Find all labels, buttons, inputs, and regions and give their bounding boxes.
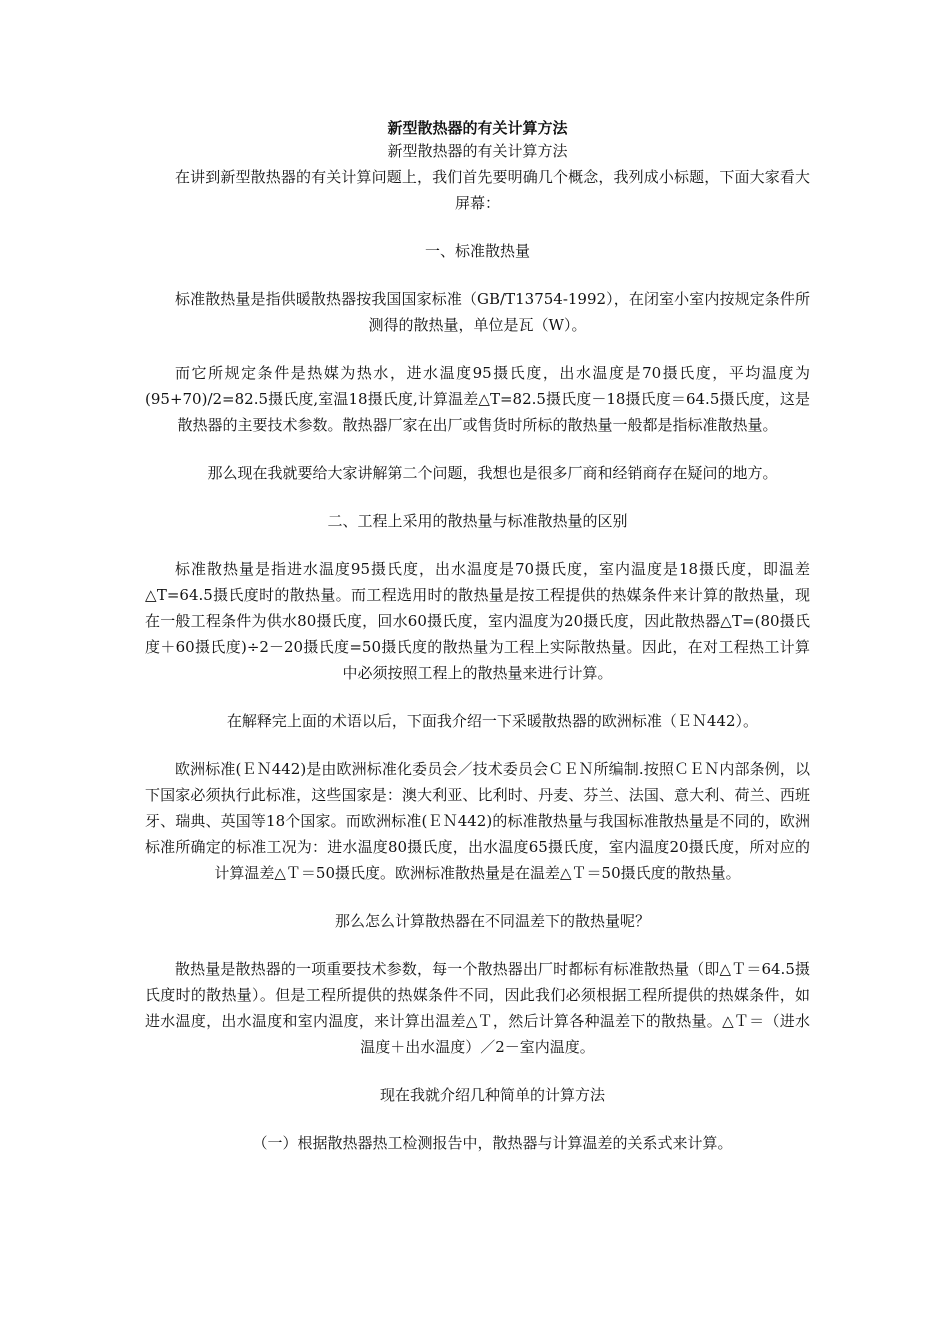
paragraph-question: 那么怎么计算散热器在不同温差下的散热量呢？ <box>334 912 650 930</box>
paragraph-standard-definition: 标准散热量是指供暖散热器按我国国家标准（GB/T13754-1992），在闭室小室内按规定条件所测得的散热量，单位是瓦（W）。 <box>175 290 810 334</box>
section-heading-difference: 二、工程上采用的散热量与标准散热量的区别 <box>327 512 628 530</box>
paragraph-heat-parameter: 散热量是散热器的一项重要技术参数，每一个散热器出厂时都标有标准散热量（即△Ｔ＝64.5摄氏度时的散热量）。但是工程所提供的热媒条件不同，因此我们必须根据工程所提供的热媒条件，如进水温度，出水温度和室内温度，来计算出温差△Ｔ，然后计算各种温差下的散热量。△Ｔ＝（进水温度＋出水温度）／2－室内温度。 <box>145 960 810 1056</box>
document-title: 新型散热器的有关计算方法 <box>387 119 568 137</box>
intro-paragraph: 在讲到新型散热器的有关计算问题上，我们首先要明确几个概念，我列成小标题，下面大家看大屏幕： <box>175 168 810 212</box>
paragraph-method-one: （一）根据散热器热工检测报告中，散热器与计算温差的关系式来计算。 <box>252 1134 733 1152</box>
paragraph-european-standard: 欧洲标准(ＥＮ442)是由欧洲标准化委员会／技术委员会ＣＥＮ所编制.按照ＣＥＮ内部条例，以下国家必须执行此标准，这些国家是：澳大利亚、比利时、丹麦、芬兰、法国、意大利、荷兰、西班牙、瑞典、英国等18个国家。而欧洲标准(ＥＮ442)的标准散热量与我国标准散热量是不同的，欧洲标准所确定的标准工况为：进水温度80摄氏度，出水温度65摄氏度，室内温度20摄氏度，所对应的计算温差△Ｔ＝50摄氏度。欧洲标准散热量是在温差△Ｔ＝50摄氏度的散热量。 <box>145 760 810 882</box>
document-page <box>145 118 810 1156</box>
paragraph-methods-intro: 现在我就介绍几种简单的计算方法 <box>379 1086 605 1104</box>
paragraph-engineering-heat: 标准散热量是指进水温度95摄氏度，出水温度是70摄氏度，室内温度是18摄氏度，即温差△T=64.5摄氏度时的散热量。而工程选用时的散热量是按工程提供的热媒条件来计算的散热量，现在一般工程条件为供水80摄氏度，回水60摄氏度，室内温度为20摄氏度，因此散热器△T=(80摄氏度＋60摄氏度)÷2－20摄氏度=50摄氏度的散热量为工程上实际散热量。因此，在对工程热工计算中必须按照工程上的散热量来进行计算。 <box>145 560 810 682</box>
document-subtitle: 新型散热器的有关计算方法 <box>387 142 568 160</box>
paragraph-standard-conditions: 而它所规定条件是热媒为热水，进水温度95摄氏度，出水温度是70摄氏度，平均温度为(95+70)/2=82.5摄氏度,室温18摄氏度,计算温差△T=82.5摄氏度－18摄氏度＝64.5摄氏度，这是散热器的主要技术参数。散热器厂家在出厂或售货时所标的散热量一般都是指标准散热量。 <box>145 364 810 434</box>
paragraph-second-question: 那么现在我就要给大家讲解第二个问题，我想也是很多厂商和经销商存在疑问的地方。 <box>207 464 778 482</box>
paragraph-european-intro: 在解释完上面的术语以后，下面我介绍一下采暖散热器的欧洲标准（ＥＮ442）。 <box>226 712 759 730</box>
section-heading-standard-heat: 一、标准散热量 <box>424 242 530 260</box>
